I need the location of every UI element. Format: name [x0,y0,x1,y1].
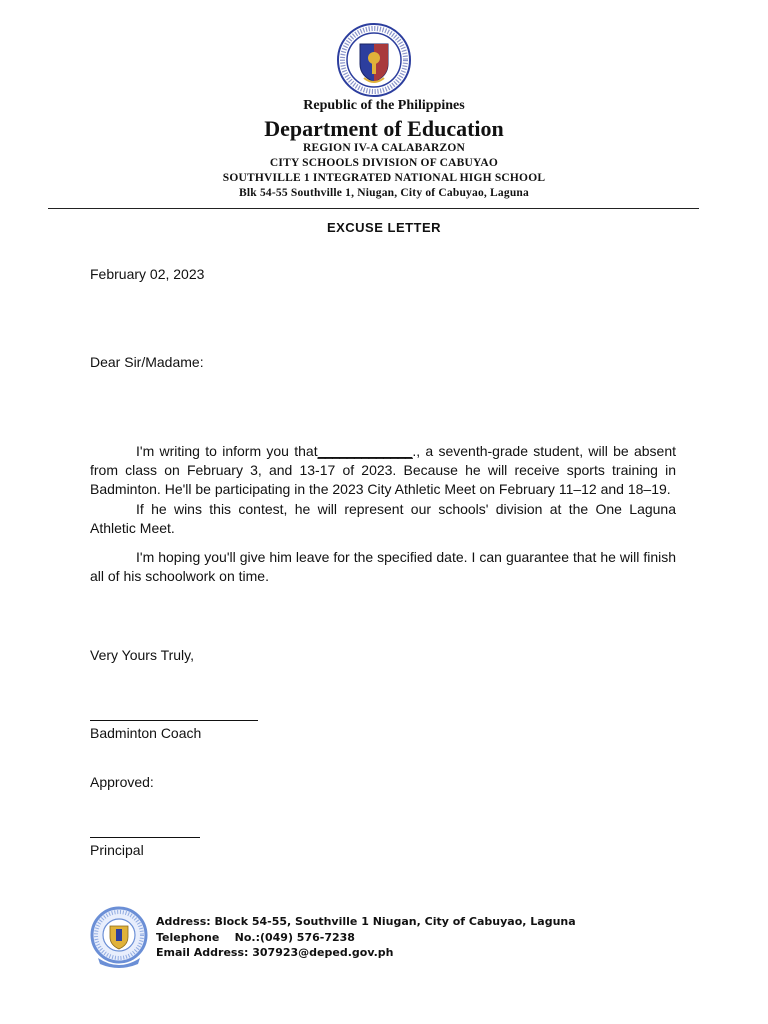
approved-label: Approved: [90,774,154,790]
student-name-blank: _____________ [317,443,413,459]
division-heading: CITY SCHOOLS DIVISION OF CABUYAO [269,157,499,169]
paragraph-1-start: I'm writing to inform you that [136,443,318,459]
footer-email: Email Address: 307923@deped.gov.ph [156,946,394,959]
approver-title: Principal [90,842,144,858]
paragraph-1 [90,442,676,500]
coach-signature-line [90,720,258,721]
footer-telephone [156,930,576,946]
paragraph-1-rest: ., a seventh-grade student, will be absent from class on February 3, and 13-17 of 2023. Because he will receive sports training in Badminton. He'll be participating in the 2023 City Athletic Meet on February 11–12 and 18–19. [90,443,676,498]
telephone-value: No.:(049) 576-7238 [234,930,355,944]
school-logo [90,906,148,968]
republic-heading: Republic of the Philippines [303,98,465,113]
salutation: Dear Sir/Madame: [90,354,204,370]
telephone-label: Telephone [156,930,220,944]
letter-title: EXCUSE LETTER [326,220,442,235]
department-heading: Department of Education [264,116,504,141]
letter-body [90,442,676,586]
principal-signature-line [90,837,200,838]
signer-title: Badminton Coach [90,725,202,741]
letter-date: February 02, 2023 [90,266,205,282]
region-heading: REGION IV-A CALABARZON [302,142,465,154]
paragraph-2: If he wins this contest, he will represent our schools' division at the One Laguna Athletic Meet. [90,500,676,536]
school-heading: SOUTHVILLE 1 INTEGRATED NATIONAL HIGH SCHOOL [222,172,546,184]
header-divider [48,208,699,209]
footer-address: Address: Block 54-55, Southville 1 Niugan, City of Cabuyao, Laguna [156,915,576,928]
deped-seal-logo [336,22,412,98]
paragraph-3: I'm hoping you'll give him leave for the specified date. I can guarantee that he will finish all of his schoolwork on time. [90,549,676,585]
closing: Very Yours Truly, [90,647,195,663]
footer-contact [156,914,576,961]
school-address: Blk 54-55 Southville 1, Niugan, City of Cabuyao, Laguna [239,187,529,199]
